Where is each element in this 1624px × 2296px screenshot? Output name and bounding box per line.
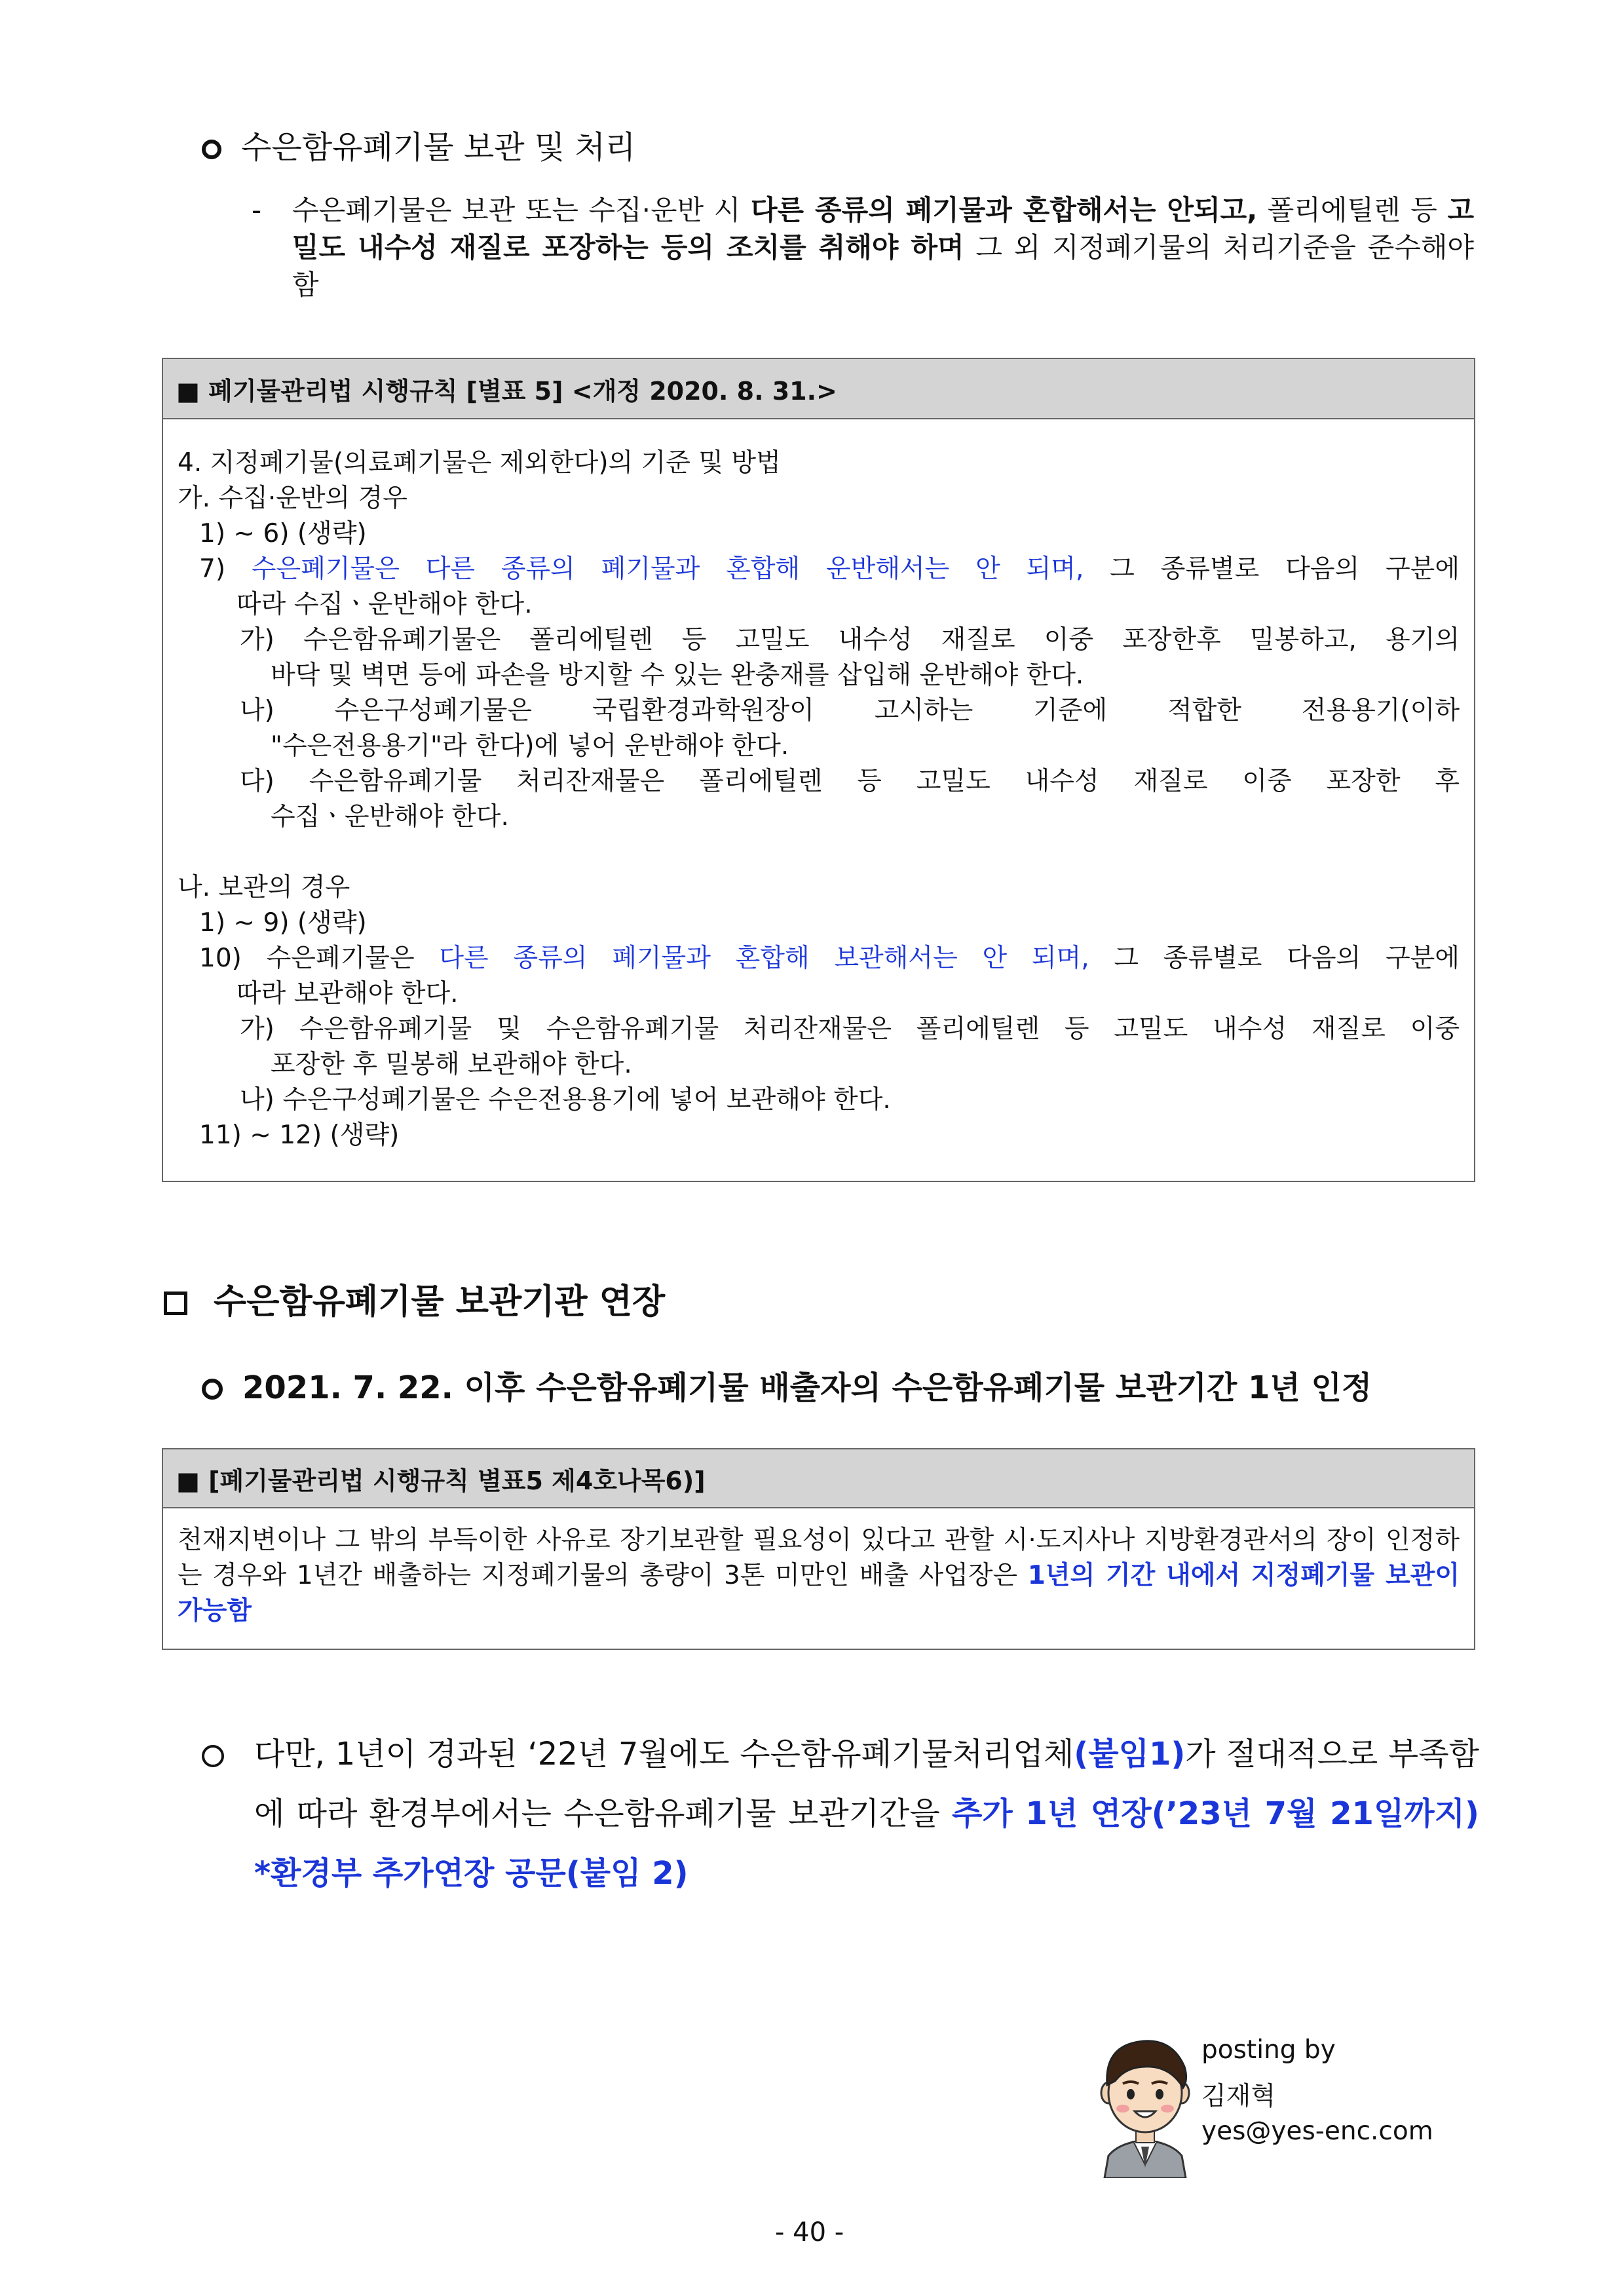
dash-bullet: - (252, 194, 262, 226)
reg-highlight: 1년의 기간 내에서 지정폐기물 보관이 가능함 (178, 1561, 1460, 1626)
reg-line: 가. 수집·운반의 경우 (178, 484, 407, 513)
reg-line: 바닥 및 벽면 등에 파손을 방지할 수 있는 완충재를 삽입해 운반해야 한다. (271, 660, 1084, 690)
reg-text: 그 종류별로 다음의 구분에 (1089, 944, 1460, 973)
reg-line: 11) ~ 12) (생략) (199, 1120, 400, 1150)
reg-line: 나) 수은구성폐기물은 수은전용용기에 넣어 보관해야 한다. (240, 1085, 891, 1115)
regulation-box-2-body (163, 1508, 1474, 1629)
section1-title: 수은함유폐기물 보관 및 처리 (241, 129, 636, 166)
reg-line: 포장한 후 밀봉해 보관해야 한다. (271, 1050, 632, 1079)
author-name: 김재혁 (1201, 2082, 1276, 2111)
regulation-box-1 (162, 358, 1475, 1182)
square-bullet-icon (164, 1292, 187, 1315)
reg-line: 1) ~ 6) (생략) (199, 519, 367, 548)
reg-line (178, 941, 1460, 976)
reg-line (178, 552, 1460, 587)
reg-line: 나. 보관의 경우 (178, 873, 350, 902)
author-avatar-icon (1093, 2027, 1198, 2178)
reg-line: 4. 지정폐기물(의료폐기물은 제외한다)의 기준 및 방법 (178, 448, 781, 478)
para-bold: 고밀도 내수성 재질로 포장하는 등의 조치를 취해야 하며 (292, 194, 1475, 263)
reg-num: 7) (199, 554, 252, 584)
para-bold: 다른 종류의 폐기물과 혼합해서는 안되고, (750, 194, 1258, 226)
reg-highlight: 다른 종류의 폐기물과 혼합해 보관해서는 안 되며, (439, 944, 1089, 973)
section1-paragraph-text (292, 191, 1474, 303)
regulation-box-1-body (163, 419, 1474, 1153)
reg-line: 가) 수은함유폐기물은 폴리에틸렌 등 고밀도 내수성 재질로 이중 포장한후 밀봉하고, 용기의 (240, 625, 1460, 655)
para-text: 가 절대적으로 부족함에 따라 환경부에서는 수은함유폐기물 보관기간을 (254, 1736, 1479, 1832)
circle-bullet-icon (202, 1745, 224, 1767)
reg-line: 따라 보관해야 한다. (236, 979, 459, 1008)
extension-paragraph-text (254, 1725, 1479, 1904)
page-number: - 40 - (775, 2217, 844, 2248)
reg-highlight: 수은폐기물은 다른 종류의 폐기물과 혼합해 운반해서는 안 되며, (251, 554, 1084, 584)
circle-bullet-icon (202, 140, 221, 159)
author-email: yes@yes-enc.com (1201, 2116, 1433, 2146)
regulation-box-2-header: ■ [폐기물관리법 시행규칙 별표5 제4호나목6)] (163, 1449, 1474, 1508)
para-text: 다만, 1년이 경과된 ‘22년 7월에도 수은함유폐기물처리업체 (254, 1736, 1074, 1772)
section1-heading (202, 122, 635, 167)
reg-line: 나) 수은구성폐기물은 국립환경과학원장이 고시하는 기준에 적합한 전용용기(이하 (240, 696, 1460, 725)
reg-line: 가) 수은함유폐기물 및 수은함유폐기물 처리잔재물은 폴리에틸렌 등 고밀도 내수성 재질로 이중 (240, 1014, 1460, 1044)
para-text: 그 외 지정폐기물의 처리기준을 준수해야 함 (292, 231, 1474, 301)
section2-subheading (202, 1362, 1372, 1407)
para-highlight: (붙임1) (1074, 1736, 1186, 1772)
blank-line (178, 835, 1460, 870)
reg-text: 수은폐기물은 (266, 944, 440, 973)
reg-line: 따라 수집ㆍ운반해야 한다. (236, 590, 533, 619)
section2-heading (164, 1274, 665, 1323)
regulation-box-1-header: ■ 폐기물관리법 시행규칙 [별표 5] <개정 2020. 8. 31.> (163, 359, 1474, 419)
regulation-box-2 (162, 1448, 1475, 1650)
section2-title: 수은함유폐기물 보관기관 연장 (214, 1282, 666, 1322)
para-text: 폴리에틸렌 등 (1257, 194, 1448, 226)
reg-text: 천재지변이나 그 밖의 부득이한 사유로 장기보관할 필요성이 있다고 관할 시·도지사나 지방환경관서의 장이 인정하는 경우와 1년간 배출하는 지정폐기물의 총량이 3톤 미만인 배출 사업장은 (178, 1525, 1460, 1590)
section1-paragraph (252, 191, 1474, 303)
posting-by-label: posting by (1201, 2035, 1336, 2065)
para-highlight: 추가 1년 연장(’23년 7월 21일까지) *환경부 추가연장 공문(붙임 2) (254, 1795, 1479, 1892)
reg-line: 수집ㆍ운반해야 한다. (271, 802, 509, 832)
reg-num: 10) (199, 944, 267, 973)
reg-line: "수은전용용기"라 한다)에 넣어 운반해야 한다. (271, 731, 789, 761)
reg-line: 1) ~ 9) (생략) (199, 908, 367, 938)
para-text: 수은폐기물은 보관 또는 수집·운반 시 (292, 194, 751, 226)
extension-paragraph (202, 1725, 1479, 1904)
reg-text: 그 종류별로 다음의 구분에 (1084, 554, 1460, 584)
section2-subtitle: 2021. 7. 22. 이후 수은함유폐기물 배출자의 수은함유폐기물 보관기간 1년 인정 (242, 1369, 1372, 1406)
circle-bullet-icon (202, 1379, 223, 1400)
reg-line: 다) 수은함유폐기물 처리잔재물은 폴리에틸렌 등 고밀도 내수성 재질로 이중 포장한 후 (240, 767, 1460, 796)
